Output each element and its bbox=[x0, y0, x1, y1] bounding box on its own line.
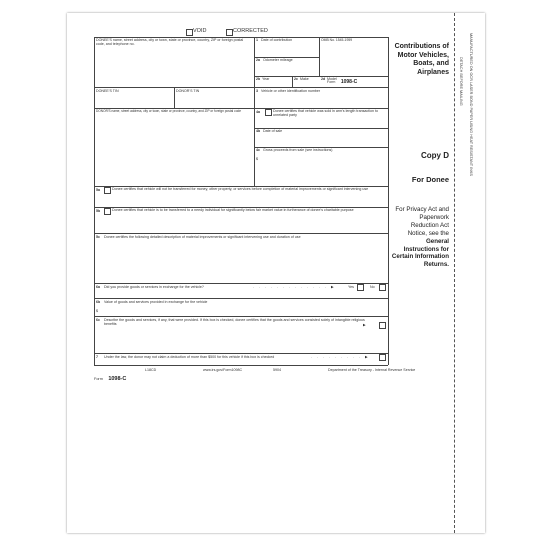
no-label: No bbox=[370, 285, 375, 289]
box-5c-number: 5c bbox=[96, 235, 100, 239]
void-label: VOID bbox=[193, 28, 207, 34]
box-6a-label: Did you provide goods or services in exchange for the vehicle? bbox=[104, 285, 204, 289]
box-4c-number: 4c bbox=[256, 148, 260, 152]
void-checkbox[interactable] bbox=[186, 29, 193, 36]
no-checkbox[interactable] bbox=[379, 284, 386, 291]
box-7-number: 7 bbox=[96, 355, 98, 359]
box-6b-label: Value of goods and services provided in exchange for the vehicle bbox=[104, 300, 208, 304]
form-title: Contributions of Motor Vehicles, Boats, and Airplanes bbox=[394, 43, 449, 76]
box-7-label: Under the law, the donor may not claim a deduction of more than $500 for this vehicle if this box is checked bbox=[104, 355, 275, 359]
box-2c-number: 2c bbox=[294, 77, 298, 81]
box-7-leader: . . . . . . . . . ▶ bbox=[311, 355, 370, 359]
box-6c-arrow: ▶ bbox=[363, 323, 366, 327]
gross-proceeds-label: Gross proceeds from sale (see instructions) bbox=[263, 148, 333, 152]
box-5b-label: Donee certifies that vehicle is to be transferred to a needy individual for significantly below fair market value in furtherance of donee's charitable purpose bbox=[112, 208, 354, 212]
box-1-number: 1 bbox=[256, 38, 258, 42]
form-number-footer: 1098-C bbox=[108, 376, 127, 382]
privacy-text: For Privacy Act and Paperwork Reduction Act Notice, see the bbox=[395, 206, 449, 237]
box-4a-number: 4a bbox=[256, 110, 260, 114]
box-6c-number: 6c bbox=[96, 318, 100, 322]
box-4b-number: 4b bbox=[256, 129, 261, 133]
date-sale-label: Date of sale bbox=[263, 129, 283, 133]
form-right-border bbox=[388, 37, 389, 365]
box-3-number: 3 bbox=[256, 89, 258, 93]
donor-name-label: DONOR'S name, street address, city or town, state or province, country, and ZIP or foreign postal code bbox=[96, 109, 242, 113]
date-contribution-label: Date of contribution bbox=[261, 38, 293, 42]
box-6a-leader: . . . . . . . . . . . . . ▶ bbox=[253, 285, 336, 289]
line-6a bbox=[94, 283, 388, 284]
box-5b-number: 5b bbox=[96, 209, 101, 213]
line-7 bbox=[94, 353, 388, 354]
footer-code: L18CD bbox=[145, 368, 157, 372]
corrected-checkbox[interactable] bbox=[226, 29, 233, 36]
form-number-top: 1098-C bbox=[340, 79, 358, 85]
footer-url[interactable]: www.irs.gov/Form1098C bbox=[203, 368, 243, 372]
form-word-top: Form bbox=[327, 80, 336, 84]
copy-d-label: Copy D bbox=[421, 151, 449, 160]
divider-col-1 bbox=[254, 37, 255, 186]
footer-department: Department of the Treasury - Internal Revenue Service bbox=[328, 368, 416, 372]
line-6b bbox=[94, 298, 388, 299]
box-6c-checkbox[interactable] bbox=[379, 322, 386, 329]
footer-cat-number: 5904 bbox=[273, 368, 281, 372]
instructions-link[interactable]: General Instructions for Certain Information Returns. bbox=[391, 237, 449, 269]
model-label: Model bbox=[327, 77, 337, 81]
form-id-footer bbox=[94, 367, 126, 385]
for-donee-label: For Donee bbox=[411, 175, 449, 184]
line-5c bbox=[94, 233, 388, 234]
box-2b-number: 2b bbox=[256, 77, 261, 81]
privacy-notice bbox=[391, 206, 449, 269]
vin-label: Vehicle or other identification number bbox=[261, 89, 321, 93]
manufactured-text: MANUFACTURED ON OCR LASER BOND PAPER USING HEAT RESISTANT INKS bbox=[469, 33, 473, 176]
odometer-label: Odometer mileage bbox=[263, 58, 293, 62]
box-2d-number: 2d bbox=[321, 77, 326, 81]
form-sheet bbox=[67, 13, 485, 533]
detach-perforation bbox=[454, 13, 455, 533]
box-6c-label: Describe the goods and services, if any, that were provided. If this box is checked, donee certifies that the goods and services consisted solely of intangible religious benefits bbox=[104, 318, 365, 327]
corrected-label: CORRECTED bbox=[233, 28, 268, 34]
form-word-footer: Form bbox=[94, 377, 103, 381]
gross-proceeds-dollar: $ bbox=[256, 157, 258, 161]
form-bottom-border bbox=[94, 365, 388, 366]
donee-tin-label: DONEE'S TIN bbox=[96, 89, 119, 93]
year-label: Year bbox=[262, 77, 270, 81]
arms-length-label: Donee certifies that vehicle was sold in arm's length transaction to unrelated party bbox=[273, 109, 378, 118]
yes-checkbox[interactable] bbox=[357, 284, 364, 291]
divider-col-2b bbox=[292, 76, 293, 87]
omb-number: OMB No. 1545-1959 bbox=[321, 38, 353, 42]
yes-label: Yes bbox=[348, 285, 354, 289]
box-5c-label: Donee certifies the following detailed description of material improvements or significant intervening use and duration of use bbox=[104, 235, 301, 239]
divider-col-omb bbox=[319, 37, 320, 76]
box-5a-label: Donee certifies that vehicle will not be transferred for money, other property, or services before completion of material improvements or significant intervening use bbox=[112, 187, 369, 191]
arms-length-checkbox[interactable] bbox=[265, 109, 272, 116]
divider-donor-tin bbox=[174, 87, 175, 108]
detach-text: DETACH BEFORE MAILING bbox=[459, 57, 463, 106]
box-2a-number: 2a bbox=[256, 58, 260, 62]
box-7-checkbox[interactable] bbox=[379, 354, 386, 361]
make-label: Make bbox=[300, 77, 309, 81]
box-6b-number: 6b bbox=[96, 300, 101, 304]
box-6b-dollar: $ bbox=[96, 309, 98, 313]
box-5a-number: 5a bbox=[96, 188, 100, 192]
donee-name-label: DONEE'S name, street address, city or town, state or province, country, ZIP or foreign postal code, and telephone no. bbox=[96, 38, 244, 47]
donor-tin-label: DONOR'S TIN bbox=[176, 89, 200, 93]
box-6a-number: 6a bbox=[96, 285, 100, 289]
box-5a-checkbox[interactable] bbox=[104, 187, 111, 194]
line-6c bbox=[94, 316, 388, 317]
box-5b-checkbox[interactable] bbox=[104, 208, 111, 215]
